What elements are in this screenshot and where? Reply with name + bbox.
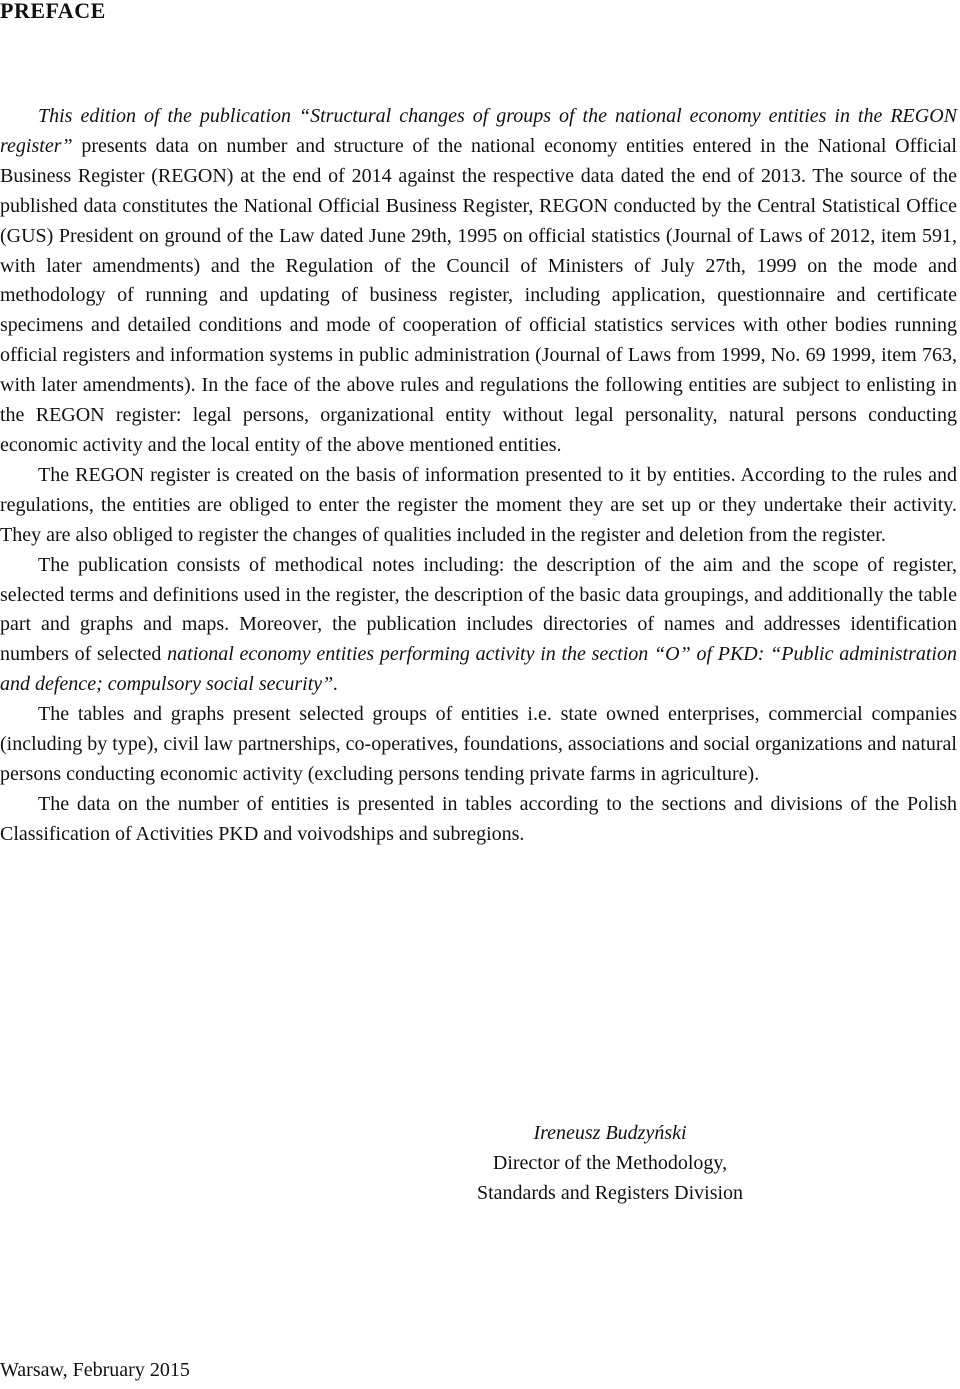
paragraph-publication-contents-text: The publication consists of methodical notes including: the description of the aim and the scope of register, selected terms and definitions used in the register, the description of the basic data groupings, and additionally the table part and graphs and maps. Moreover, the publication includes directories of names and addresses identification numbers of selected bbox=[0, 553, 957, 666]
preface-body bbox=[0, 102, 957, 850]
signatory-title-line2: Standards and Registers Division bbox=[476, 1182, 744, 1204]
paragraph-tables-graphs: The tables and graphs present selected groups of entities i.e. state owned enterprises, commercial companies (including by type), civil law partnerships, co-operatives, foundations, associations and social organizations and natural persons conducting economic activity (excluding persons tending private farms in agriculture). bbox=[0, 703, 957, 785]
paragraph-intro-text: presents data on number and structure of the national economy entities entered in the National Official Business Register (REGON) at the end of 2014 against the respective data dated the end of 2013. The source of the published data constitutes the National Official Business Register, REGON conducted by the Central Statistical Office (GUS) President on ground of the Law dated June 29th, 1995 on official statistics (Journal of Laws of 2012, item 591, with later amendments) and the Regulation of the Council of Ministers of July 27th, 1999 on the mode and methodology of running and updating of business register, including application, questionnaire and certificate specimens and detailed conditions and mode of cooperation of official statistics services with other bodies running official registers and information systems in public administration (Journal of Laws from 1999, No. 69 1999, item 763, with later amendments). In the face of the above rules and regulations the following entities are subject to enlisting in the REGON register: legal persons, organizational entity without legal personality, natural persons conducting economic activity and the local entity of the above mentioned entities. bbox=[0, 134, 957, 456]
place-date: Warsaw, February 2015 bbox=[0, 1359, 190, 1381]
paragraph-publication-contents bbox=[0, 551, 957, 701]
paragraph-intro bbox=[0, 102, 957, 461]
section-o-reference: national economy entities performing activity in the section “O” of PKD: “Public administration and defence; compulsory social security”. bbox=[0, 643, 957, 696]
paragraph-register-creation: The REGON register is created on the basis of information presented to it by entities. According to the rules and regulations, the entities are obliged to enter the register the moment they are set up or they undertake their activity. They are also obliged to register the changes of qualities included in the register and deletion from the register. bbox=[0, 463, 957, 546]
page-title: PREFACE bbox=[0, 0, 106, 23]
signatory-name: Ireneusz Budzyński bbox=[533, 1122, 687, 1144]
signatory-title-line1: Director of the Methodology, bbox=[492, 1152, 728, 1174]
publication-title: This edition of the publication “Structural changes of groups of the national economy entities in the REGON register” bbox=[0, 105, 957, 157]
signature-block bbox=[400, 1118, 820, 1208]
paragraph-data-presentation: The data on the number of entities is presented in tables according to the sections and divisions of the Polish Classification of Activities PKD and voivodships and subregions. bbox=[0, 792, 957, 845]
